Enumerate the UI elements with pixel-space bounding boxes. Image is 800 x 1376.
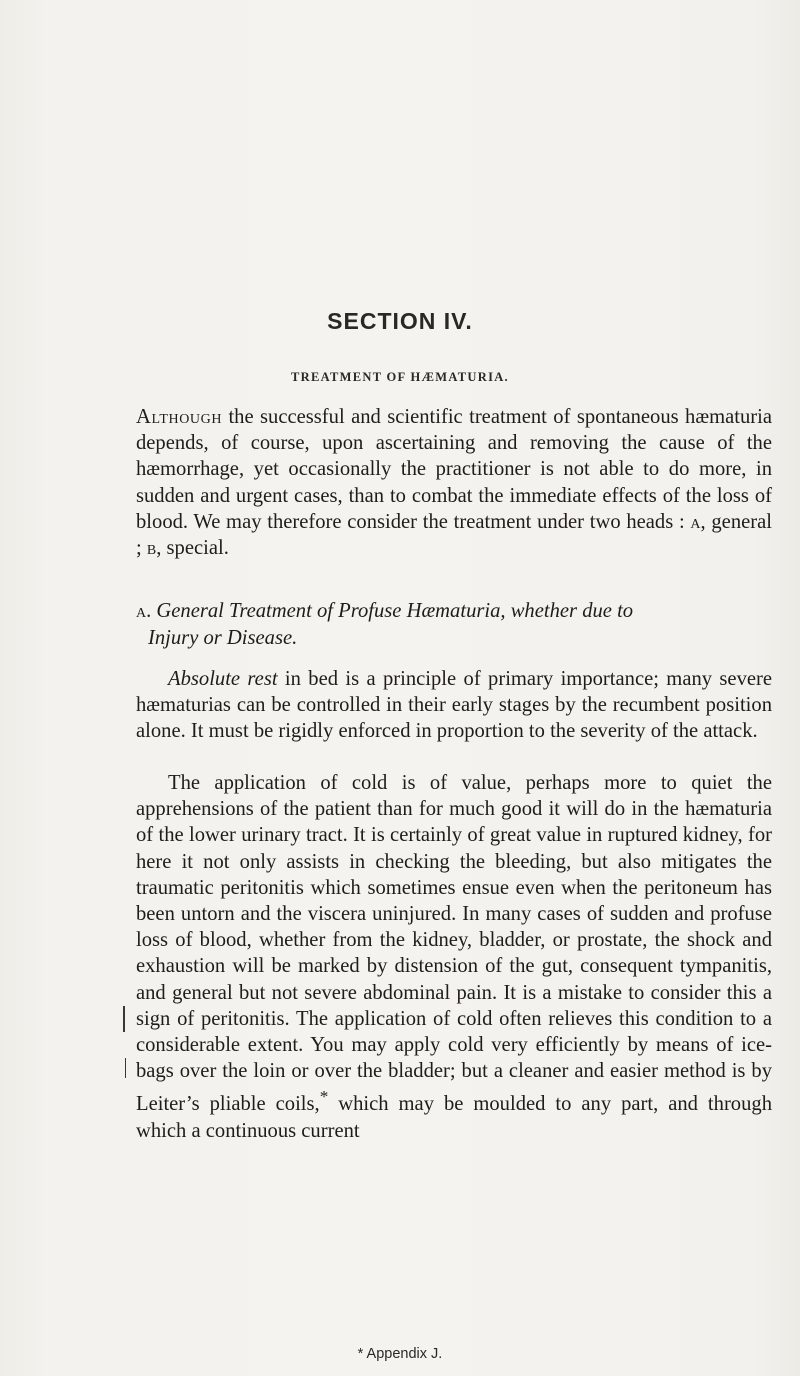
subsection-title-line2: Injury or Disease.	[148, 626, 298, 649]
intro-first-word: Although	[136, 406, 223, 428]
cold-text-continued: which may be moulded to any part, and through which a continuous current	[136, 1093, 772, 1142]
cold-text: The application of cold is of value, perhaps more to quiet the apprehensions of the patient than for much good it will do in the hæmaturia of the lower urinary tract. It is certainly of great value in ruptured kidney, for here it not only assists in checking the bleeding, but also mitigates the traumatic peritonitis which sometimes ensue even when the peritoneum has been untorn and the viscera uninjured. In many cases of sudden and profuse loss of blood, whether from the kidney, bladder, or prostate, the shock and exhaustion will be marked by distension of the gut, consequent tympanitis, and general but not severe abdominal pain. It is a mistake to consider this a sign of peritonitis. The application of cold often relieves this condition to a considerable extent. You may apply cold very efficiently by means of ice-bags over the loin or over the bladder; but a cleaner and easier method is by Leiter’s pliable coils,	[136, 772, 772, 1116]
intro-label-a: a	[690, 510, 701, 533]
subsection-label: a.	[136, 600, 152, 622]
subsection-heading-a	[136, 598, 772, 651]
rest-emphasis: Absolute rest	[168, 668, 278, 690]
margin-pencil-mark-lower	[125, 1058, 126, 1078]
footnote-reference: *	[319, 1087, 329, 1107]
cold-paragraph	[136, 770, 772, 1144]
rest-text: in bed is a principle of primary importance; many severe hæmaturias can be controlled in their early stages by the recumbent position alone. It must be rigidly enforced in proportion to the severity of the attack.	[136, 668, 772, 743]
margin-pencil-mark	[123, 1006, 125, 1032]
intro-label-b: b	[146, 537, 157, 560]
section-subtitle: TREATMENT OF HÆMATURIA.	[291, 370, 509, 384]
section-title: SECTION IV.	[327, 308, 473, 334]
footnote: * Appendix J.	[357, 1346, 443, 1362]
intro-text: the successful and scientific treatment of spontaneous hæmaturia depends, of course, upon ascertaining and removing the cause of the hæmorrhage, yet occasionally the practitioner is not able to do more, in sudden and urgent cases, than to combat the immediate effects of the loss of blood. We may therefore consider the treatment under two heads :	[136, 406, 772, 533]
intro-end: , special.	[156, 537, 229, 560]
intro-between: , general ;	[136, 510, 772, 560]
subsection-title-line1: General Treatment of Profuse Hæmaturia, whether due to	[156, 600, 634, 622]
intro-paragraph	[136, 404, 772, 561]
rest-paragraph	[136, 666, 772, 745]
